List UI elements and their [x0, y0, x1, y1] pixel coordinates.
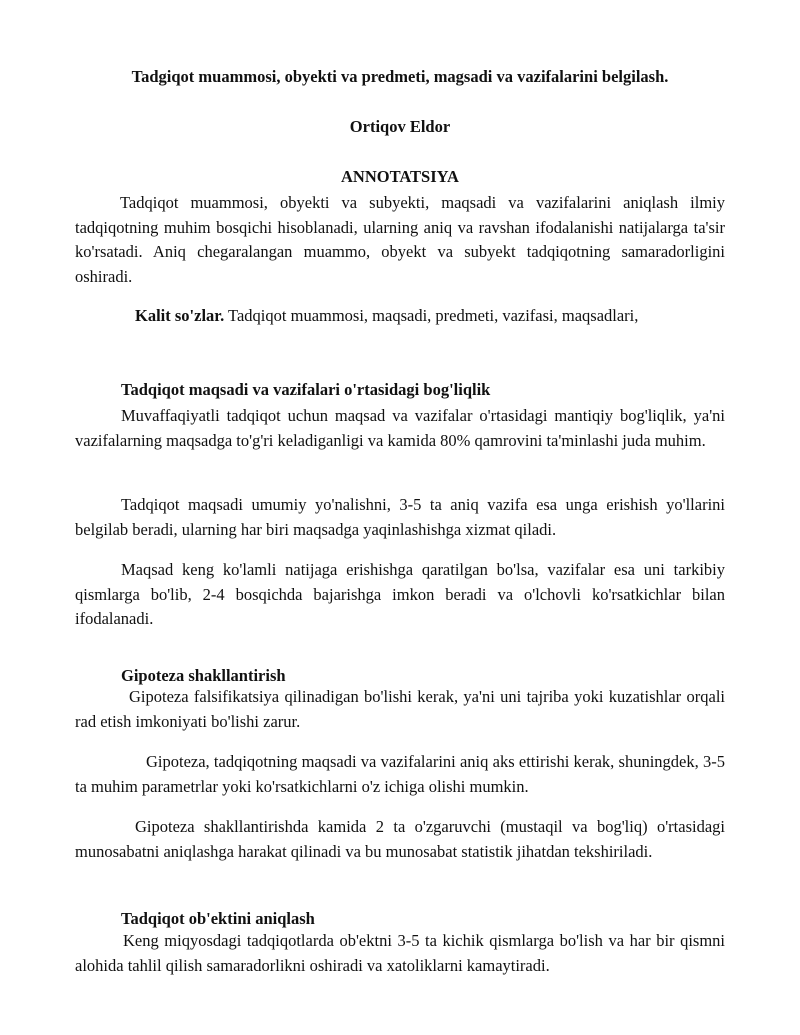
section-paragraph: Tadqiqot maqsadi umumiy yo'nalishni, 3-5 ta aniq vazifa esa unga erishish yo'llarini belgilab beradi, ularning har biri maqsadga yaqinlashishga xizmat qiladi. [75, 495, 725, 539]
section-heading: Gipoteza shakllantirish [121, 666, 286, 685]
document-title: Tadgiqot muammosi, obyekti va predmeti, magsadi va vazifalarini belgilash. [131, 67, 669, 86]
annotation-text: Tadqiqot muammosi, obyekti va subyekti, maqsadi va vazifalarini aniqlash ilmiy tadqiqotning muhim bosqichi hisoblanadi, ularning aniq va ravshan ifodalanishi natijalarga ta'sir ko'rsatadi. Aniq chegaralangan muammo, obyekt va subyekt tadqiqotning samaradorligini oshiradi. [75, 193, 725, 286]
section-heading: Tadqiqot maqsadi va vazifalari o'rtasidagi bog'liqlik [121, 380, 491, 399]
author-name: Ortiqov Eldor [349, 117, 451, 136]
section-paragraph: Gipoteza, tadqiqotning maqsadi va vazifalarini aniq aks ettirishi kerak, shuningdek, 3-5 ta muhim parametrlar yoki ko'rsatkichlarni o'z ichiga olishi mumkin. [75, 752, 725, 796]
section-paragraph: Gipoteza falsifikatsiya qilinadigan bo'lishi kerak, ya'ni uni tajriba yoki kuzatishlar orqali rad etish imkoniyati bo'lishi zarur. [75, 687, 725, 731]
keywords-line [75, 304, 725, 329]
section-paragraph: Keng miqyosdagi tadqiqotlarda ob'ektni 3-5 ta kichik qismlarga bo'lish va har bir qismni alohida tahlil qilish samaradorlikni oshiradi va xatoliklarni kamaytiradi. [75, 931, 725, 975]
annotation-heading: ANNOTATSIYA [341, 167, 459, 186]
section-paragraph: Maqsad keng ko'lamli natijaga erishishga qaratilgan bo'lsa, vazifalar esa uni tarkibiy qismlarga bo'lib, 2-4 bosqichda bajarishga imkon beradi va o'lchovli ko'rsatkichlar bilan ifodalanadi. [75, 560, 725, 628]
section-heading: Tadqiqot ob'ektini aniqlash [121, 909, 315, 928]
section-paragraph: Gipoteza shakllantirishda kamida 2 ta o'zgaruvchi (mustaqil va bog'liq) o'rtasidagi munosabatni aniqlashga harakat qilinadi va bu munosabat statistik jihatdan tekshiriladi. [75, 817, 725, 861]
keywords-label: Kalit so'zlar. [135, 306, 225, 325]
keywords-text: Tadqiqot muammosi, maqsadi, predmeti, vazifasi, maqsadlari, [224, 306, 639, 325]
section-paragraph: Muvaffaqiyatli tadqiqot uchun maqsad va vazifalar o'rtasidagi mantiqiy bog'liqlik, ya'ni vazifalarning maqsadga to'g'ri keladiganligi va kamida 80% qamrovini ta'minlashi juda muhim. [75, 406, 725, 450]
